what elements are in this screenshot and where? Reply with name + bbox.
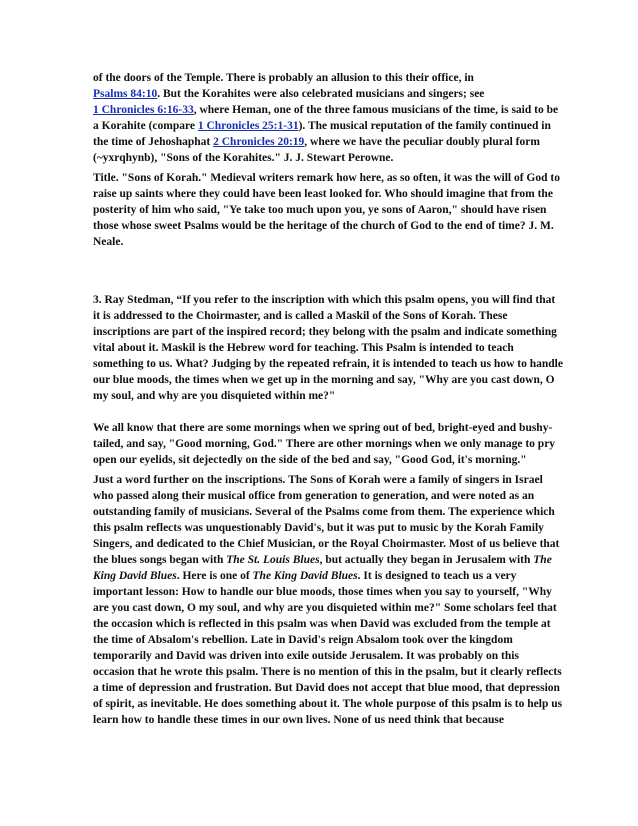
italic-title-king-david-blues: The King David Blues <box>93 554 552 582</box>
text: of the doors of the Temple. There is probably an allusion to this their office, in <box>93 72 474 84</box>
text: . But the Korahites were also celebrated musicians and singers; see <box>157 88 485 100</box>
paragraph-ray-stedman-quote: 3. Ray Stedman, “If you refer to the inscription with which this psalm opens, you will find that it is addressed to the Choirmaster, and is called a Maskil of the Sons of Korah. These inscriptions are part of the inspired record; they belong with the psalm and indicate something vital about it. Maskil is the Hebrew word for teaching. This Psalm is intended to teach something to us. What? Judging by the repeated refrain, it is intended to teach us how to handle our blue moods, the times when we get up in the morning and say, "Why are you cast down, O my soul, and why are you disquieted within me?" <box>93 294 563 402</box>
text: , where Heman, one of the three famous musicians of the time, is said to be a Korahite (compare <box>93 104 559 132</box>
scripture-link-1-chronicles-25-1-31[interactable]: 1 Chronicles 25:1-31 <box>197 120 299 132</box>
text: . It is designed to teach us a very important lesson: How to handle our blue moods, those times when you say to yourself, "Why are you cast down, O my soul, and why are you disquieted within me?" Some scholars feel that the occasion which is reflected in this psalm was when David was excluded from the temple at the time of Absalom's rebellion. Late in David's reign Absalom took over the kingdom temporarily and David was driven into exile outside Jerusalem. It was probably on this occasion that he wrote this psalm. There is no mention of this in the psalm, but it clearly reflects a time of depression and frustration. But David does not accept that blue mood, that depression of spirit, as inevitable. He does something about it. The whole purpose of this psalm is to help us learn how to handle these times in our own lives. None of us need think that because <box>93 570 563 726</box>
text: . Here is one of <box>176 570 253 582</box>
paragraph-korahites-office <box>93 70 563 166</box>
paragraph-inscriptions <box>93 472 563 728</box>
paragraph-mornings: We all know that there are some mornings when we spring out of bed, bright-eyed and bushy-tailed, and say, "Good morning, God." There are other mornings when we only manage to pry open our eyelids, sit dejectedly on the side of the bed and say, "Good God, it's morning." <box>93 422 556 466</box>
italic-title-st-louis-blues: The St. Louis Blues <box>226 554 320 566</box>
text: , where we have the peculiar doubly plural form (~yxrqhynb), "Sons of the Korahites." J. J. Stewart Perowne. <box>93 136 540 164</box>
scripture-link-psalms-84-10[interactable]: Psalms 84:10 <box>93 88 158 100</box>
text: , but actually they began in Jerusalem with <box>319 554 534 566</box>
italic-title-king-david-blues: The King David Blues <box>252 570 358 582</box>
paragraph-title-sons-of-korah: Title. "Sons of Korah." Medieval writers remark how here, as so often, it was the will of God to raise up saints where they could have been least looked for. Who should imagine that from the posterity of him who said, "Ye take too much upon you, ye sons of Aaron," should have risen those whose sweet Psalms would be the heritage of the church of God to the end of time? J. M. Neale. <box>93 172 560 248</box>
document-page <box>93 70 563 728</box>
scripture-link-2-chronicles-20-19[interactable]: 2 Chronicles 20:19 <box>213 136 305 148</box>
scripture-link-1-chronicles-6-16-33[interactable]: 1 Chronicles 6:16-33 <box>93 104 194 116</box>
text: Just a word further on the inscriptions. The Sons of Korah were a family of singers in Israel who passed along their musical office from generation to generation, and were noted as an outstanding family of musicians. Several of the Psalms come from them. The experience which this psalm reflects was unquestionably David's, but it was put to music by the Korah Family Singers, and dedicated to the Chief Musician, or the Royal Choirmaster. Most of us believe that the blues songs began with <box>93 474 560 566</box>
text: ). The musical reputation of the family continued in the time of Jehoshaphat <box>93 120 551 148</box>
